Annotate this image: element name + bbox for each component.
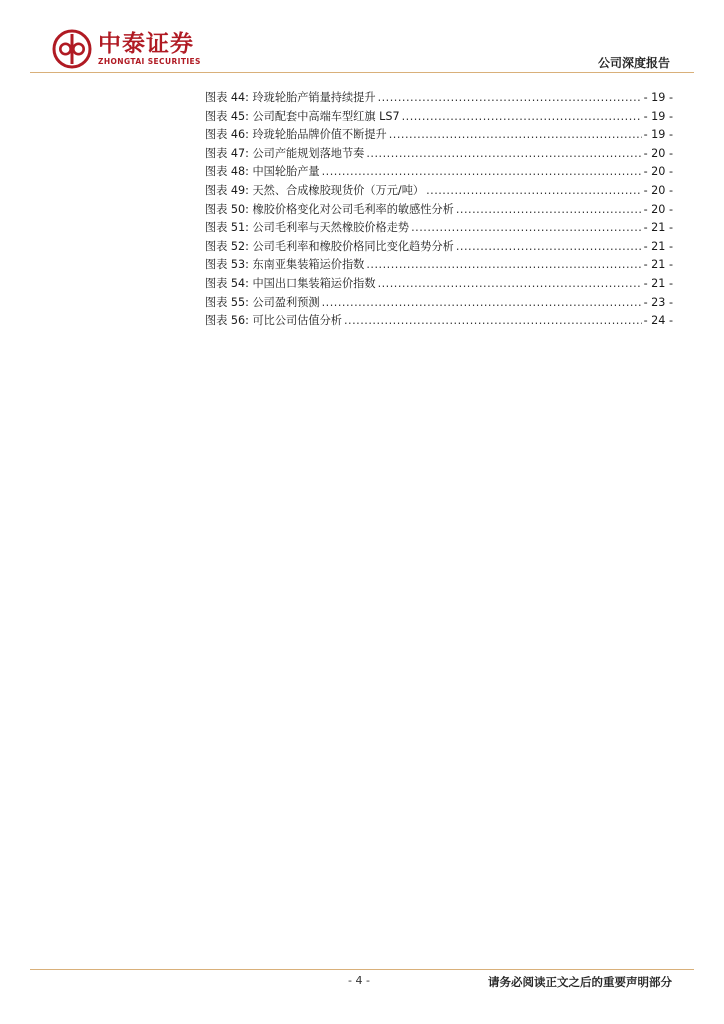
footer-divider: [30, 969, 694, 970]
report-type-label: 公司深度报告: [597, 56, 670, 70]
toc-entry-label: 图表 47: 公司产能规划落地节奏: [205, 146, 365, 160]
toc-entry-page: - 19 -: [643, 128, 673, 142]
toc-leader-dots: [389, 128, 642, 141]
toc-leader-dots: [456, 240, 642, 253]
zhongtai-logo-icon: [52, 29, 92, 69]
toc-leader-dots: [411, 221, 641, 234]
toc-entry-label: 图表 49: 天然、合成橡胶现货价（万元/吨）: [205, 183, 425, 197]
toc-entry-page: - 21 -: [643, 221, 673, 235]
toc-entry[interactable]: [205, 219, 673, 238]
toc-leader-dots: [322, 165, 642, 178]
toc-entry[interactable]: [205, 145, 673, 164]
toc-entry[interactable]: [205, 256, 673, 275]
toc-entry-page: - 20 -: [643, 202, 673, 216]
toc-entry-label: 图表 51: 公司毛利率与天然橡胶价格走势: [205, 221, 410, 235]
toc-leader-dots: [322, 296, 642, 309]
toc-entry-page: - 24 -: [643, 314, 673, 328]
toc-entry[interactable]: [205, 275, 673, 294]
toc-entry[interactable]: [205, 238, 673, 257]
logo-chinese-name: 中泰证券: [98, 31, 194, 57]
toc-leader-dots: [366, 258, 641, 271]
toc-entry-page: - 23 -: [643, 295, 673, 309]
toc-leader-dots: [456, 203, 642, 216]
logo-wordmark: [98, 31, 201, 67]
figure-list: [205, 89, 673, 331]
toc-leader-dots: [378, 91, 642, 104]
toc-entry[interactable]: [205, 89, 673, 108]
toc-entry[interactable]: [205, 201, 673, 220]
toc-leader-dots: [344, 314, 642, 327]
toc-entry-page: - 20 -: [643, 165, 673, 179]
toc-entry-page: - 19 -: [643, 91, 673, 104]
toc-entry-label: 图表 56: 可比公司估值分析: [205, 314, 342, 328]
disclaimer-text: 请务必阅读正文之后的重要声明部分: [488, 975, 672, 989]
toc-entry[interactable]: [205, 108, 673, 127]
toc-entry-label: 图表 53: 东南亚集装箱运价指数: [205, 258, 365, 272]
toc-entry[interactable]: [205, 182, 673, 201]
toc-leader-dots: [426, 184, 642, 197]
toc-entry-label: 图表 52: 公司毛利率和橡胶价格同比变化趋势分析: [205, 239, 454, 253]
toc-entry-page: - 20 -: [643, 146, 673, 160]
toc-leader-dots: [366, 147, 641, 160]
toc-entry-label: 图表 44: 玲珑轮胎产销量持续提升: [205, 91, 376, 104]
toc-entry[interactable]: [205, 294, 673, 313]
logo-english-name: ZHONGTAI SECURITIES: [98, 57, 201, 66]
toc-entry-label: 图表 48: 中国轮胎产量: [205, 165, 320, 179]
toc-entry-label: 图表 54: 中国出口集装箱运价指数: [205, 276, 376, 290]
toc-entry[interactable]: [205, 126, 673, 145]
toc-entry[interactable]: [205, 312, 673, 331]
toc-entry-label: 图表 50: 橡胶价格变化对公司毛利率的敏感性分析: [205, 202, 454, 216]
header-divider: [30, 72, 694, 73]
toc-entry-label: 图表 45: 公司配套中高端车型红旗 LS7: [205, 109, 400, 123]
toc-leader-dots: [378, 277, 642, 290]
toc-entry[interactable]: [205, 163, 673, 182]
toc-entry-label: 图表 55: 公司盈利预测: [205, 295, 320, 309]
toc-entry-label: 图表 46: 玲珑轮胎品牌价值不断提升: [205, 128, 387, 142]
toc-entry-page: - 21 -: [643, 258, 673, 272]
toc-entry-page: - 19 -: [643, 109, 673, 123]
toc-entry-page: - 20 -: [643, 183, 673, 197]
company-logo: [52, 27, 201, 71]
toc-entry-page: - 21 -: [643, 276, 673, 290]
toc-leader-dots: [402, 110, 642, 123]
page-number: - 4 -: [348, 974, 370, 987]
toc-entry-page: - 21 -: [643, 239, 673, 253]
